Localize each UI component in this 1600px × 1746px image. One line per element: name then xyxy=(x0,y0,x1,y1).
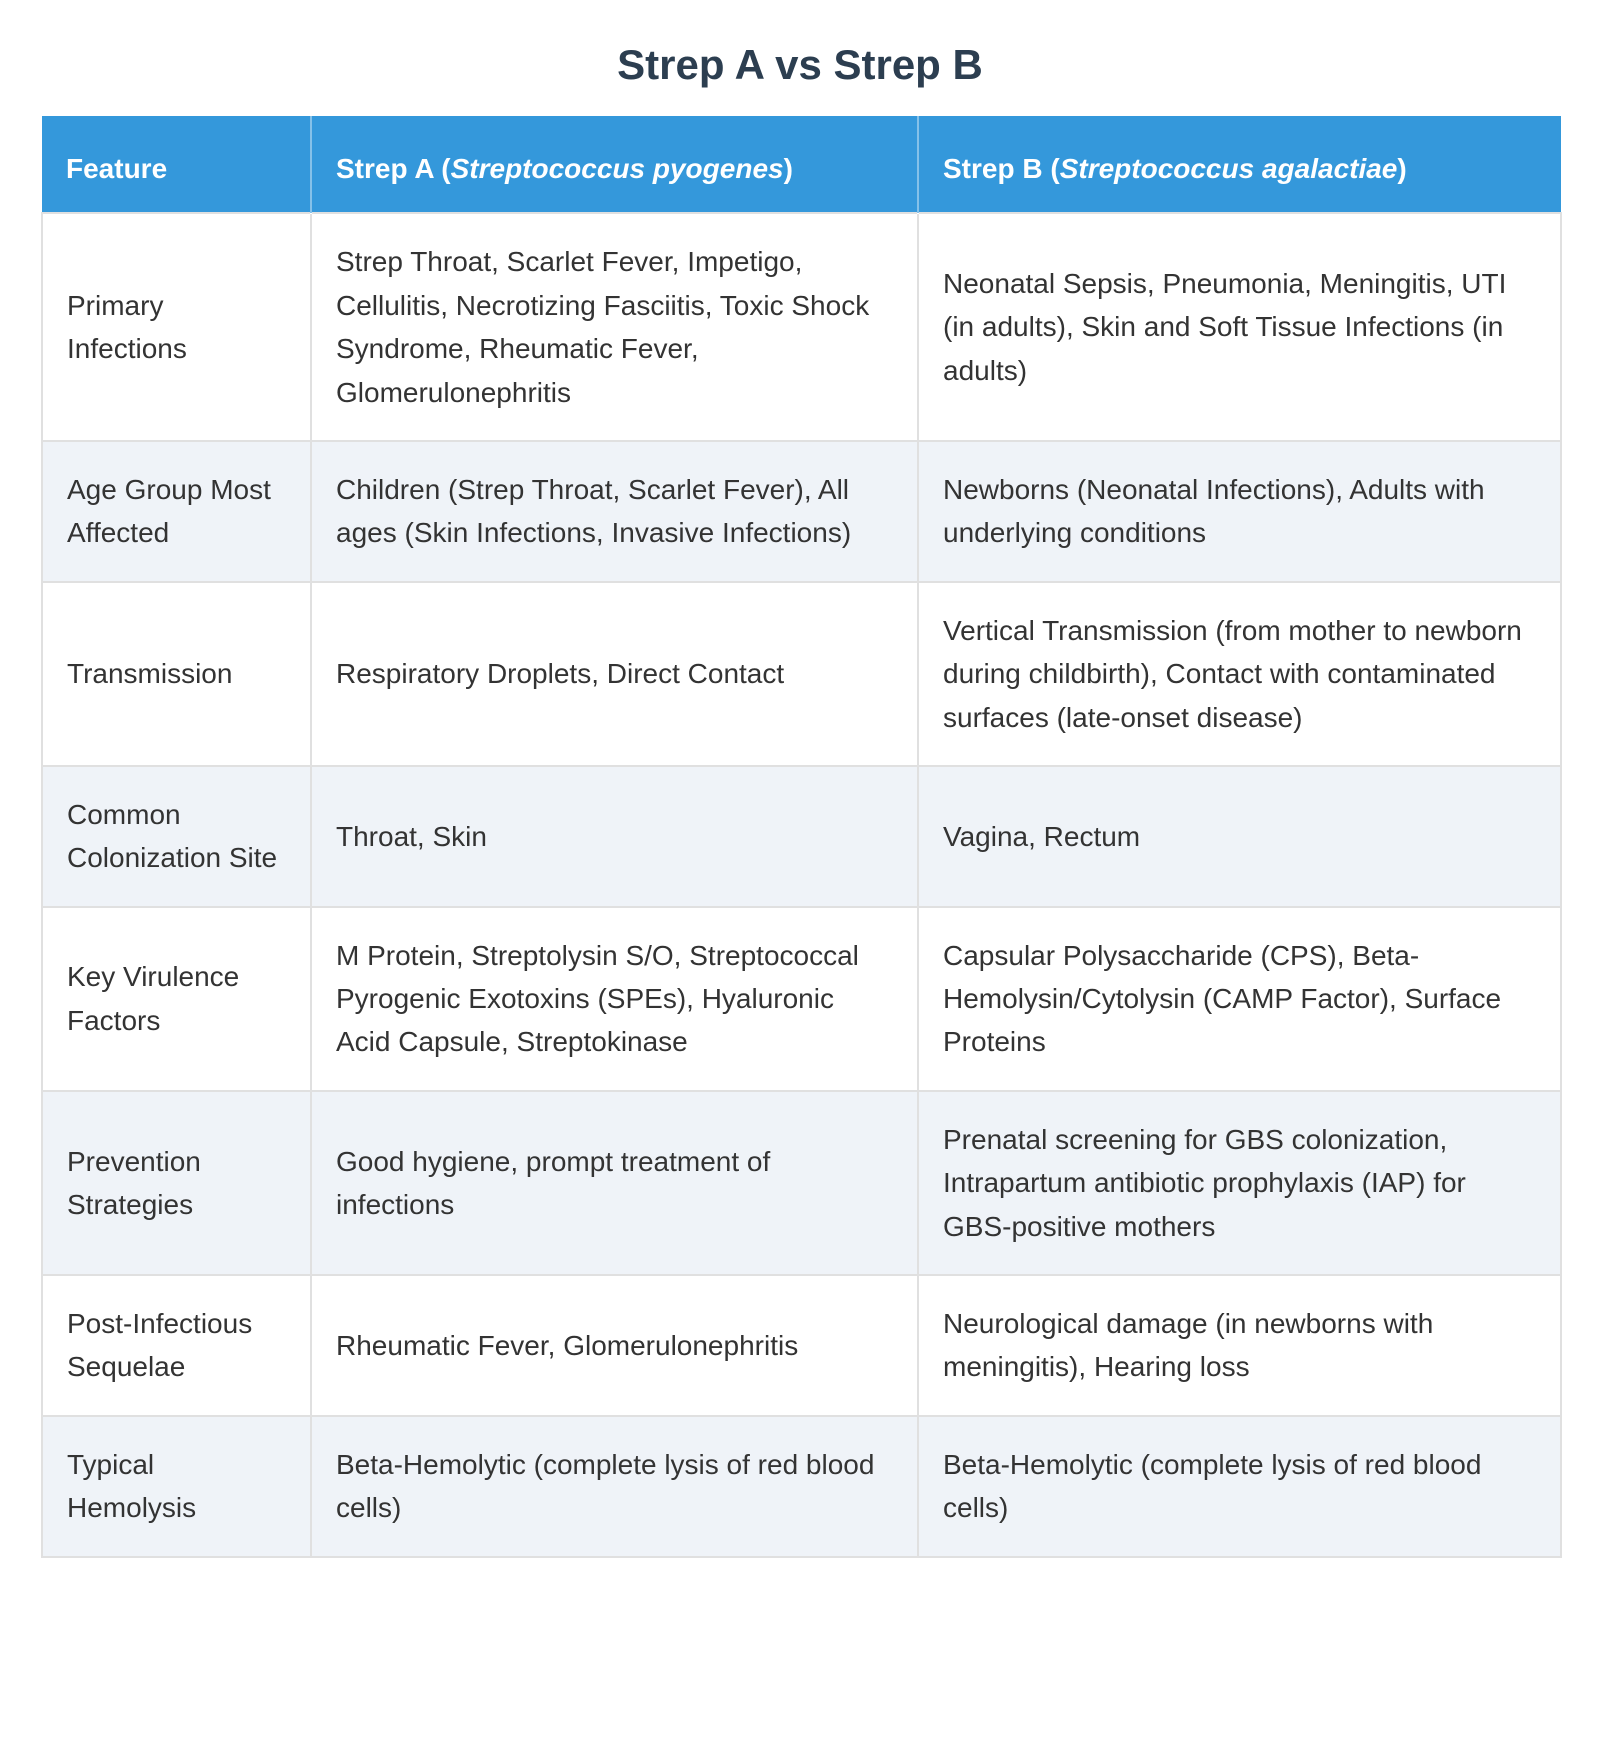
column-header-strep-a xyxy=(311,116,918,213)
species-name-agalactiae: Streptococcus agalactiae xyxy=(1059,153,1398,185)
strep-b-cell: Beta-Hemolytic (complete lysis of red blood cells) xyxy=(918,1416,1561,1557)
strep-b-cell: Neonatal Sepsis, Pneumonia, Meningitis, UTI (in adults), Skin and Soft Tissue Infections (in adults) xyxy=(918,213,1561,441)
table-row xyxy=(42,582,1561,766)
strep-a-cell: M Protein, Streptolysin S/O, Streptococcal Pyrogenic Exotoxins (SPEs), Hyaluronic Acid Capsule, Streptokinase xyxy=(311,907,918,1091)
table-body xyxy=(42,213,1561,1556)
feature-cell: Age Group Most Affected xyxy=(42,441,311,582)
feature-cell: Key Virulence Factors xyxy=(42,907,311,1091)
strep-a-cell: Respiratory Droplets, Direct Contact xyxy=(311,582,918,766)
strep-a-cell: Strep Throat, Scarlet Fever, Impetigo, Cellulitis, Necrotizing Fasciitis, Toxic Shock Syndrome, Rheumatic Fever, Glomerulonephritis xyxy=(311,213,918,441)
header-suffix: ) xyxy=(1397,153,1407,185)
header-row xyxy=(42,116,1561,213)
table-row xyxy=(42,766,1561,907)
feature-cell: Prevention Strategies xyxy=(42,1091,311,1275)
strep-a-cell: Children (Strep Throat, Scarlet Fever), All ages (Skin Infections, Invasive Infections) xyxy=(311,441,918,582)
feature-cell: Common Colonization Site xyxy=(42,766,311,907)
table-row xyxy=(42,1416,1561,1557)
feature-cell: Primary Infections xyxy=(42,213,311,441)
comparison-table xyxy=(41,116,1562,1557)
feature-cell: Typical Hemolysis xyxy=(42,1416,311,1557)
table-row xyxy=(42,441,1561,582)
strep-b-cell: Vagina, Rectum xyxy=(918,766,1561,907)
strep-a-cell: Good hygiene, prompt treatment of infections xyxy=(311,1091,918,1275)
table-row xyxy=(42,1091,1561,1275)
feature-cell: Post-Infectious Sequelae xyxy=(42,1275,311,1416)
species-name-pyogenes: Streptococcus pyogenes xyxy=(450,153,784,185)
header-prefix: Strep B ( xyxy=(943,153,1060,185)
strep-b-cell: Capsular Polysaccharide (CPS), Beta-Hemolysin/Cytolysin (CAMP Factor), Surface Proteins xyxy=(918,907,1561,1091)
header-prefix: Strep A ( xyxy=(336,153,451,185)
page xyxy=(0,40,1600,1558)
table-row xyxy=(42,213,1561,441)
strep-a-cell: Throat, Skin xyxy=(311,766,918,907)
header-suffix: ) xyxy=(783,153,793,185)
table-row xyxy=(42,907,1561,1091)
column-header-strep-b xyxy=(918,116,1561,213)
page-title: Strep A vs Strep B xyxy=(617,41,983,88)
column-header-feature: Feature xyxy=(42,116,311,213)
strep-b-cell: Prenatal screening for GBS colonization, Intrapartum antibiotic prophylaxis (IAP) for GBS-positive mothers xyxy=(918,1091,1561,1275)
strep-a-cell: Rheumatic Fever, Glomerulonephritis xyxy=(311,1275,918,1416)
feature-cell: Transmission xyxy=(42,582,311,766)
strep-b-cell: Neurological damage (in newborns with meningitis), Hearing loss xyxy=(918,1275,1561,1416)
table-row xyxy=(42,1275,1561,1416)
strep-a-cell: Beta-Hemolytic (complete lysis of red blood cells) xyxy=(311,1416,918,1557)
strep-b-cell: Newborns (Neonatal Infections), Adults with underlying conditions xyxy=(918,441,1561,582)
table-header xyxy=(42,116,1561,213)
strep-b-cell: Vertical Transmission (from mother to newborn during childbirth), Contact with contaminated surfaces (late-onset disease) xyxy=(918,582,1561,766)
